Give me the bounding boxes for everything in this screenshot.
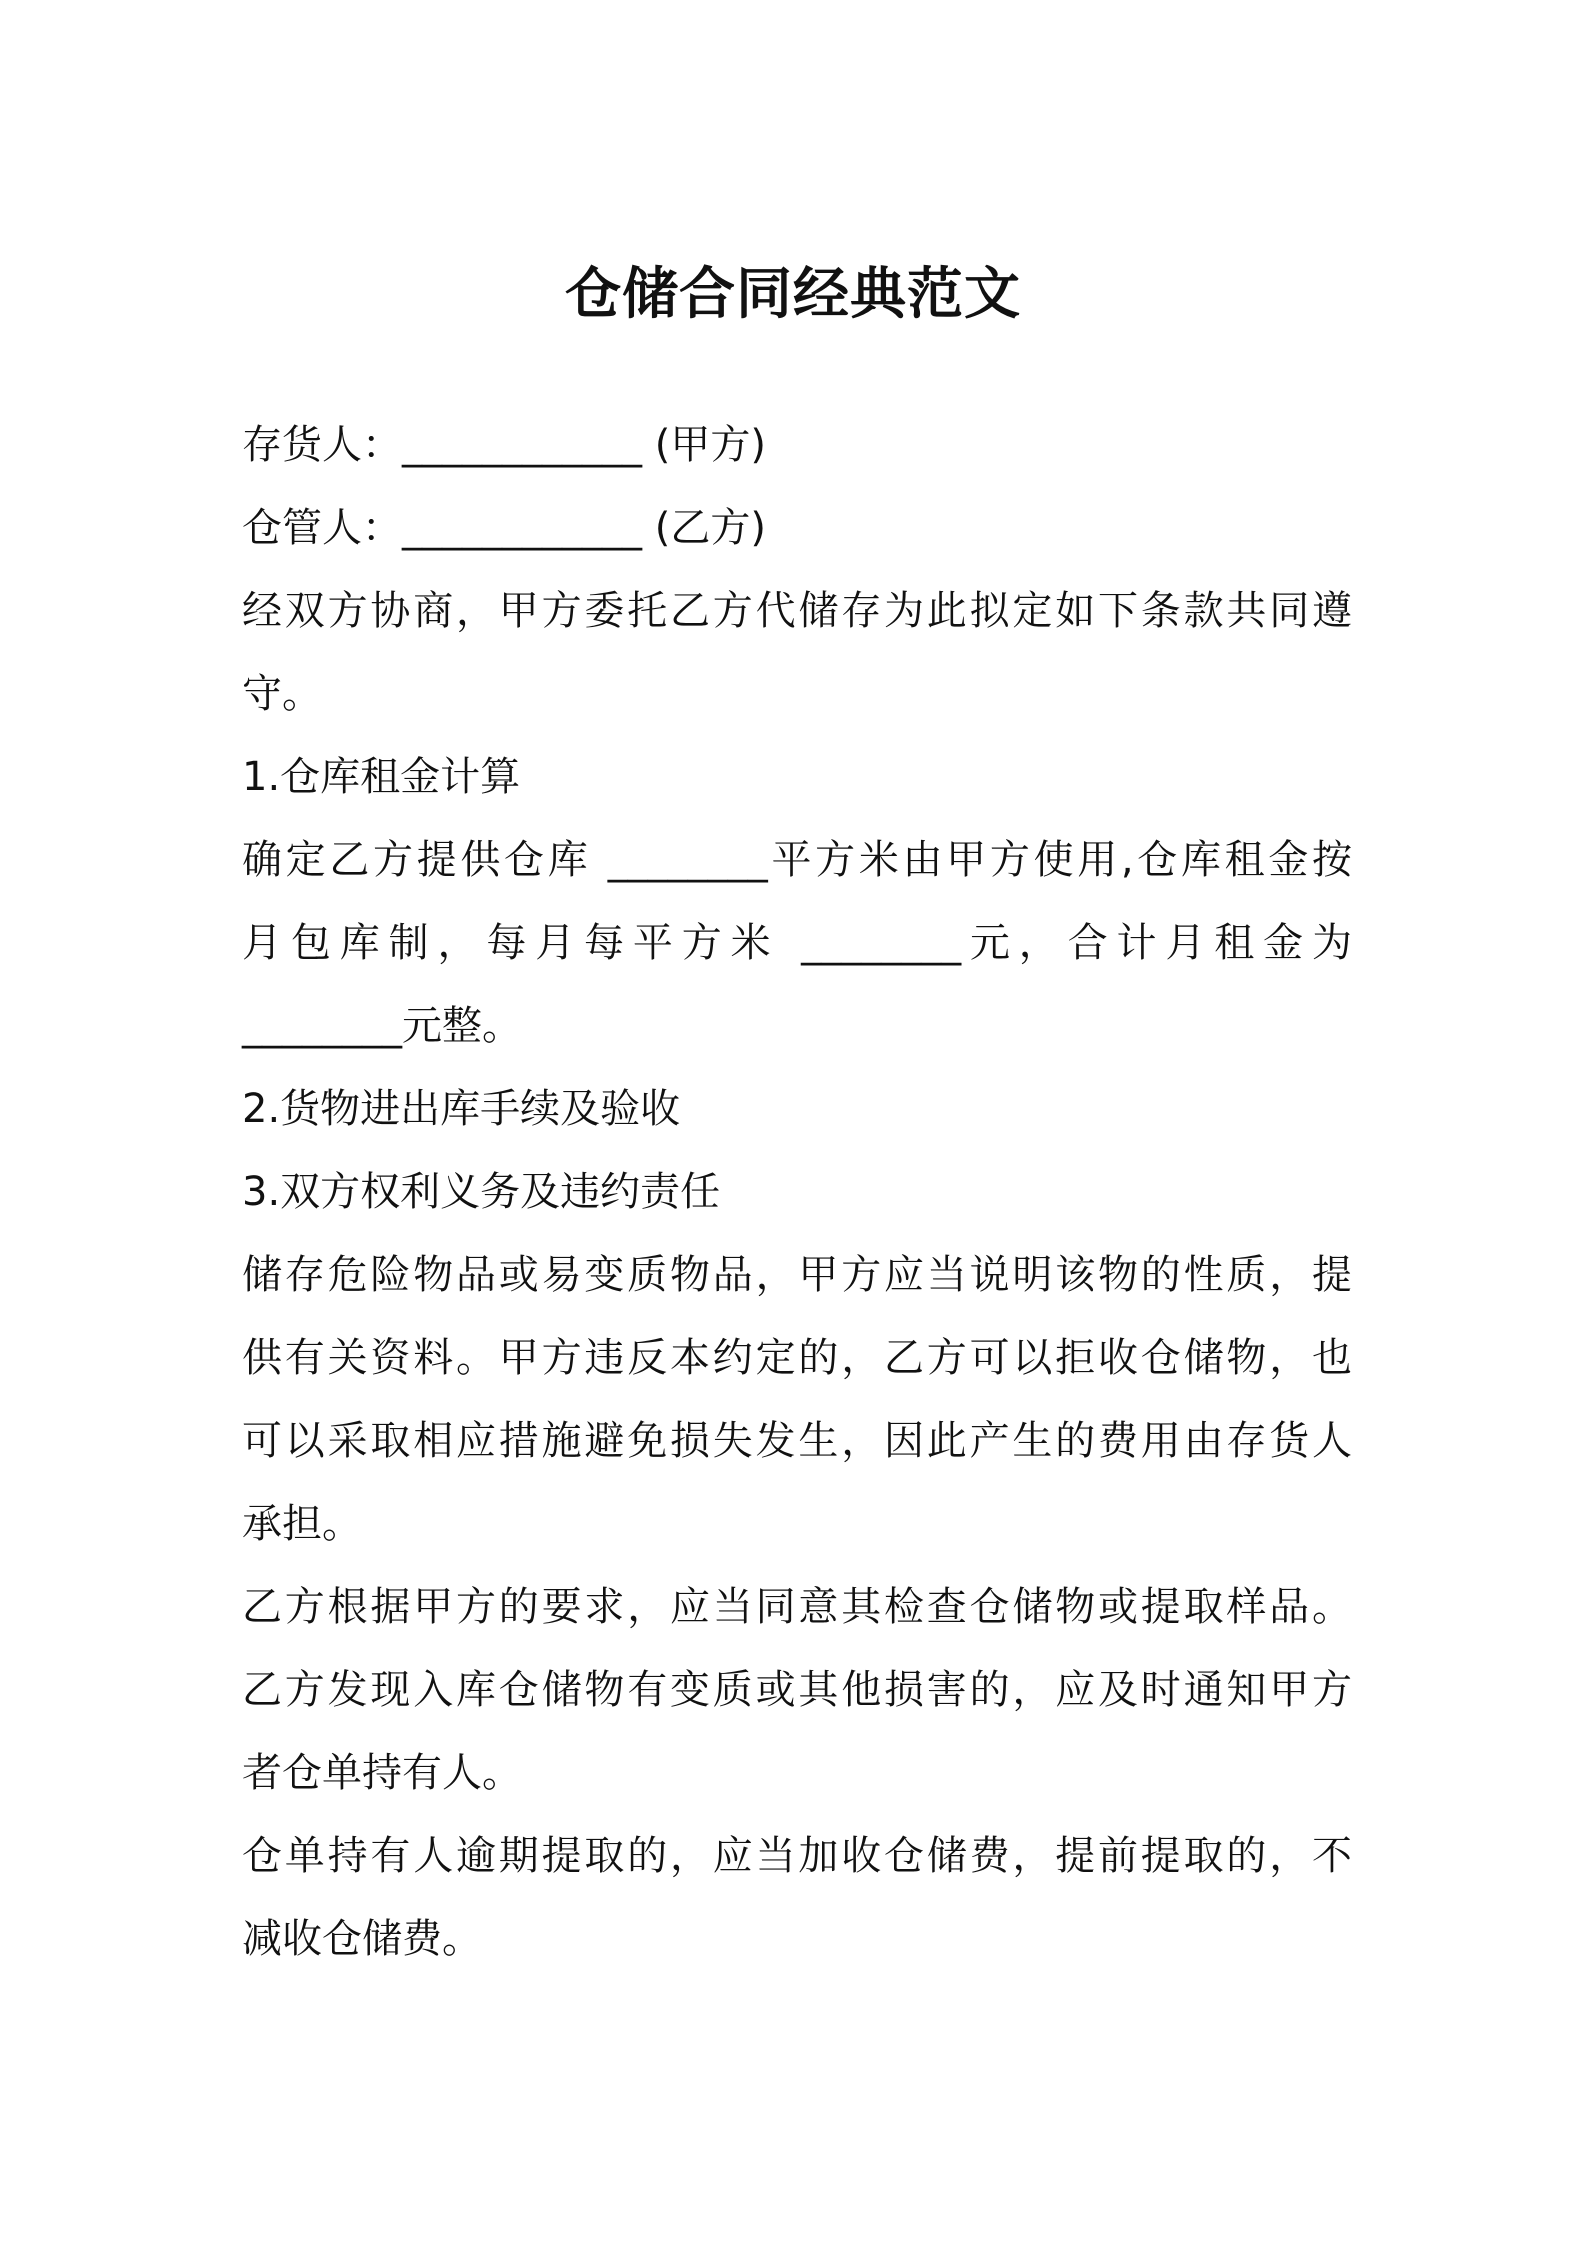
document-title: 仓储合同经典范文 <box>565 262 1021 327</box>
section-1-text-line-2: 月包库制，每月每平方米 ________元，合计月租金为 <box>242 920 1352 966</box>
section-3-para-1-line-4: 承担。 <box>242 1501 362 1547</box>
section-3-para-2: 乙方根据甲方的要求，应当同意其检查仓储物或提取样品。 <box>242 1584 1352 1630</box>
section-3-para-1-line-3: 可以采取相应措施避免损失发生，因此产生的费用由存货人 <box>242 1418 1352 1464</box>
section-1-heading: 1.仓库租金计算 <box>242 754 521 800</box>
section-3-para-3-line-1: 乙方发现入库仓储物有变质或其他损害的，应及时通知甲方 <box>242 1667 1352 1713</box>
section-3-para-3-line-2: 者仓单持有人。 <box>242 1750 522 1796</box>
section-3-para-1-line-1: 储存危险物品或易变质物品，甲方应当说明该物的性质，提 <box>242 1252 1352 1298</box>
section-3-para-4-line-2: 减收仓储费。 <box>242 1916 482 1962</box>
section-1-text-line-3: ________元整。 <box>242 1003 522 1049</box>
section-1-text-line-1: 确定乙方提供仓库 ________平方米由甲方使用,仓库租金按 <box>242 837 1352 883</box>
section-3-para-4-line-1: 仓单持有人逾期提取的，应当加收仓储费，提前提取的，不 <box>242 1833 1352 1879</box>
depositor-line: 存货人：____________ (甲方) <box>242 422 766 468</box>
section-3-heading: 3.双方权利义务及违约责任 <box>242 1169 721 1215</box>
preamble-line-1: 经双方协商，甲方委托乙方代储存为此拟定如下条款共同遵 <box>242 588 1352 634</box>
keeper-line: 仓管人：____________ (乙方) <box>242 505 766 551</box>
section-3-para-1-line-2: 供有关资料。甲方违反本约定的，乙方可以拒收仓储物，也 <box>242 1335 1352 1381</box>
preamble-line-2: 守。 <box>242 671 322 717</box>
section-2-heading: 2.货物进出库手续及验收 <box>242 1086 681 1132</box>
